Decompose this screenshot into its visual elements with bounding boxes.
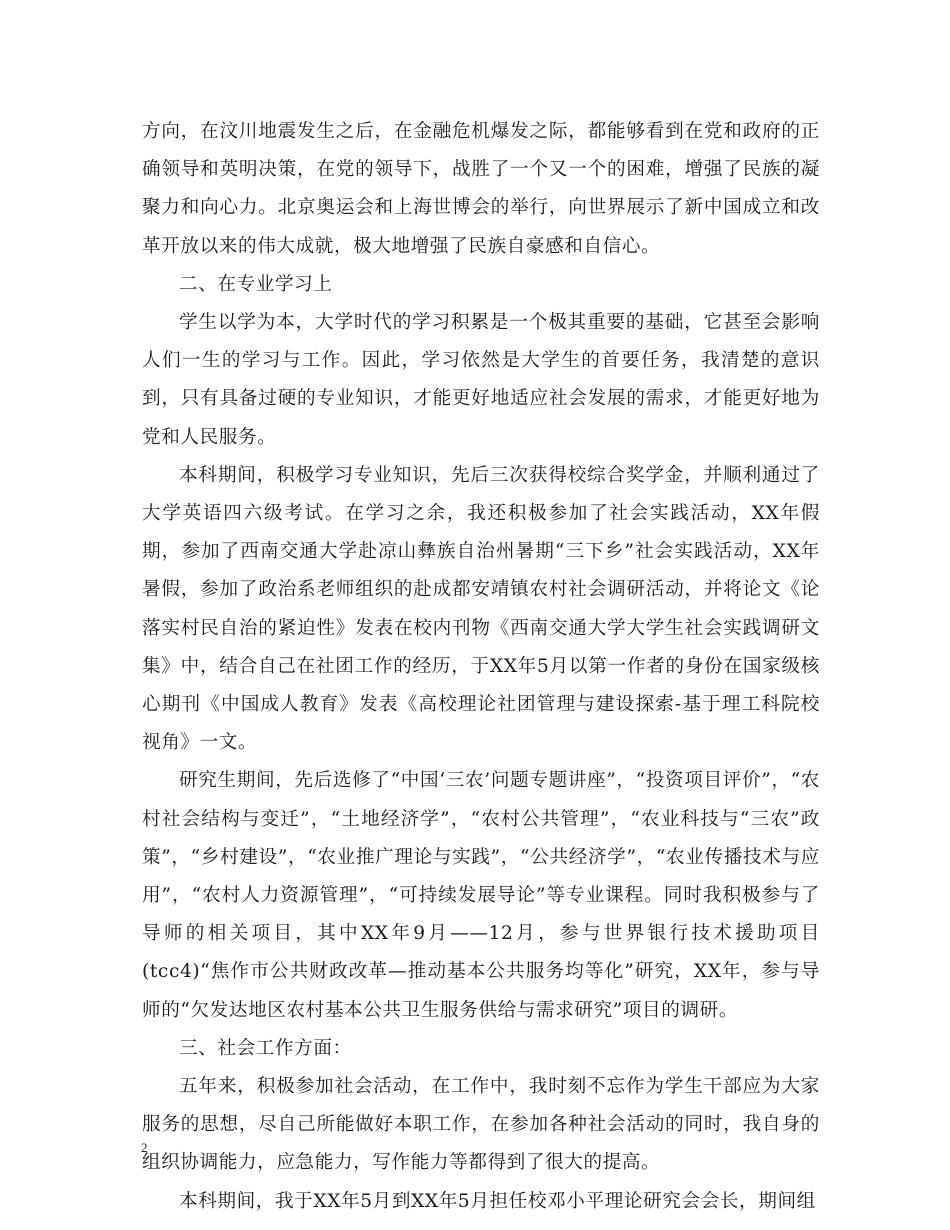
paragraph-continued: 方向，在汶川地震发生之后，在金融危机爆发之际，都能够看到在党和政府的正确领导和英明决策，在党的领导下，战胜了一个又一个的困难，增强了民族的凝聚力和向心力。北京奥运会和上海世博会的举行，向世界展示了新中国成立和改革开放以来的伟大成就，极大地增强了民族自豪感和自信心。 bbox=[142, 121, 820, 257]
section-heading-professional-study: 二、在专业学习上 bbox=[179, 273, 333, 295]
section-heading-social-work: 三、社会工作方面： bbox=[179, 1037, 352, 1059]
paragraph-study-basis: 学生以学为本，大学时代的学习积累是一个极其重要的基础，它甚至会影响人们一生的学习与工作。因此，学习依然是大学生的首要任务，我清楚的意识到，只有具备过硬的专业知识，才能更好地适应社会发展的需求，才能更好地为党和人民服务。 bbox=[142, 312, 820, 448]
paragraph-social-work: 五年来，积极参加社会活动，在工作中，我时刻不忘作为学生干部应为大家服务的思想，尽自己所能做好本职工作，在参加各种社会活动的同时，我自身的组织协调能力，应急能力，写作能力等都得到了很大的提高。 bbox=[142, 1076, 820, 1174]
document-body bbox=[142, 113, 820, 1221]
page-number: 2 bbox=[141, 1140, 148, 1155]
paragraph-grad-study: 研究生期间，先后选修了“中国‘三农’问题专题讲座”，“投资项目评价”，“农村社会结构与变迁”，“土地经济学”，“农村公共管理”，“农业科技与“三农”政策”，“乡村建设”，“农业推广理论与实践”，“公共经济学”，“农业传播技术与应用”，“农村人力资源管理”，“可持续发展导论”等专业课程。同时我积极参与了导师的相关项目，其中XX年9月——12月，参与世界银行技术援助项目(tcc4)“焦作市公共财政改革—推动基本公共服务均等化”研究，XX年，参与导师的“欠发达地区农村基本公共卫生服务供给与需求研究”项目的调研。 bbox=[142, 770, 820, 1021]
paragraph-undergrad-work: 本科期间，我于XX年5月到XX年5月担任校邓小平理论研究会会长，期间组 bbox=[179, 1190, 816, 1212]
paragraph-undergrad-study: 本科期间，积极学习专业知识，先后三次获得校综合奖学金，并顺利通过了大学英语四六级考试。在学习之余，我还积极参加了社会实践活动，XX年假期，参加了西南交通大学赴凉山彝族自治州暑期“三下乡”社会实践活动，XX年暑假，参加了政治系老师组织的赴成都安靖镇农村社会调研活动，并将论文《论落实村民自治的紧迫性》发表在校内刊物《西南交通大学大学生社会实践调研文集》中，结合自己在社团工作的经历，于XX年5月以第一作者的身份在国家级核心期刊《中国成人教育》发表《高校理论社团管理与建设探索-基于理工科院校视角》一文。 bbox=[142, 464, 820, 754]
